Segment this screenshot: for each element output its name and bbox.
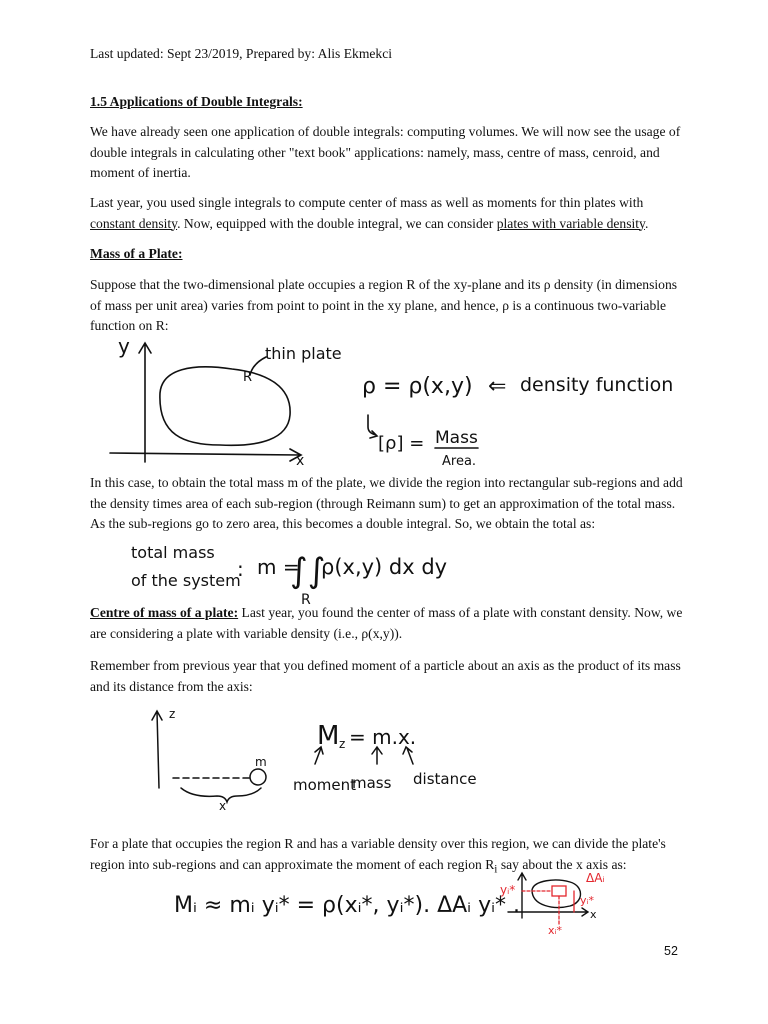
region-label: R (243, 370, 253, 385)
thin-plate-label: thin plate (265, 344, 342, 363)
x-axis (110, 449, 301, 461)
moment-word: moment (293, 776, 357, 794)
particle-moment-figure (145, 702, 475, 814)
subregion-moment-equation: Mᵢ ≈ mᵢ yᵢ* = ρ(xᵢ*, yᵢ*). ΔAᵢ yᵢ* . (174, 893, 521, 918)
distance-arrow (403, 747, 413, 764)
small-region (532, 880, 581, 907)
red-x-label: xᵢ* (548, 924, 562, 937)
centre-of-mass-text: Last year, you found the center of mass of a plate with constant density. Now, we are considering a plate with variable density (i.e., ρ(x,y)). (90, 605, 683, 641)
z-axis-label: z (169, 707, 176, 721)
para2-text-c: . Now, equipped with the double integral, we can consider (177, 215, 497, 231)
para2-text-a: Last year, you used single integrals to compute center of mass as well as moments for thin plates with (90, 195, 644, 210)
header-line: Last updated: Sept 23/2019, Prepared by: Alis Ekmekci (90, 46, 393, 61)
section-title: 1.5 Applications of Double Integrals: (90, 94, 303, 109)
y-axis (139, 343, 151, 462)
total-mass-line2: of the system (131, 571, 241, 590)
implies-arrow: ⇐ (488, 374, 507, 399)
particle-circle (250, 769, 266, 785)
moment-rhs: = m.x. (349, 725, 417, 749)
integrand: ρ(x,y) dx dy (321, 555, 448, 579)
subregion-moment-figure (170, 868, 630, 938)
total-mass-colon: : (237, 557, 244, 581)
paragraph-last-year (90, 193, 690, 234)
density-equation: ρ = ρ(x,y) (362, 374, 473, 399)
region-subscript: i (494, 863, 498, 876)
page-number: 52 (664, 944, 678, 958)
density-function-label: density function (520, 374, 674, 396)
total-mass-figure (125, 538, 448, 608)
paragraph-intro: We have already seen one application of double integrals: computing volumes. We will now see the usage of double integrals in calculating other "text book" applications: namely, mass, centre of mass, cenroid, and moment of inertia. (90, 124, 681, 180)
paragraph-plate-density: Suppose that the two-dimensional plate occupies a region R of the xy-plane and its ρ density (in dimensions of mass per unit area) varies from point to point in the xy plane, and hence, ρ is a continuous two-variable function on R: (90, 277, 678, 333)
plate-density-figure (100, 335, 680, 470)
paragraph-total-mass: In this case, to obtain the total mass m of the plate, we divide the region into rectangular sub-regions and add the density times area of each sub-region (through Reimann sum) to get an approximation of the total mass. As the sub-regions go to zero area, this becomes a double integral. So, we obtain the total as: (90, 475, 683, 531)
y-axis-label: y (118, 334, 130, 358)
paragraph-moment-definition: Remember from previous year that you defined moment of a particle about an axis as the product of its mass and its distance from the axis: (90, 658, 681, 694)
paragraph-centre-of-mass (90, 603, 690, 644)
units-numerator: Mass (435, 428, 478, 448)
centre-of-mass-heading: Centre of mass of a plate: (90, 605, 239, 620)
mass-word: mass (352, 774, 392, 792)
mass-heading: Mass of a Plate: (90, 246, 183, 261)
red-yi-label: yᵢ* (580, 894, 594, 907)
moment-subscript: z (339, 737, 346, 751)
units-lhs: [ρ] = (378, 433, 425, 454)
plate-region (160, 367, 290, 445)
subregion-rectangle (552, 886, 566, 896)
z-axis (152, 711, 162, 788)
small-x-axis-label: x (590, 908, 597, 921)
para2-text-e: . (644, 215, 649, 231)
moment-symbol: M (317, 721, 340, 751)
constant-density-link-text: constant density (90, 215, 178, 231)
mass-arrow (372, 747, 382, 764)
integration-region: R (301, 592, 311, 608)
mass-lhs: m = (257, 555, 300, 579)
particle-mass-label: m (255, 755, 267, 769)
units-denominator: Area. (442, 454, 477, 469)
variable-density-link-text: plates with variable density (496, 215, 645, 231)
plate-moment-tail: say about the x axis as: (497, 856, 627, 872)
double-integral-sign: ∫∫ (290, 551, 326, 591)
red-y-label: yᵢ* (500, 883, 516, 897)
total-mass-line1: total mass (131, 543, 215, 562)
red-delta-a-label: ΔAᵢ (586, 871, 605, 885)
distance-word: distance (413, 770, 477, 788)
x-axis-label: x (296, 453, 305, 469)
density-arrow-down (368, 415, 377, 438)
distance-x-label: x (219, 799, 227, 813)
plate-moment-text: For a plate that occupies the region R and has a variable density over this region, we can divide the plate's region into sub-regions and can approximate the moment of each region R (90, 836, 666, 872)
